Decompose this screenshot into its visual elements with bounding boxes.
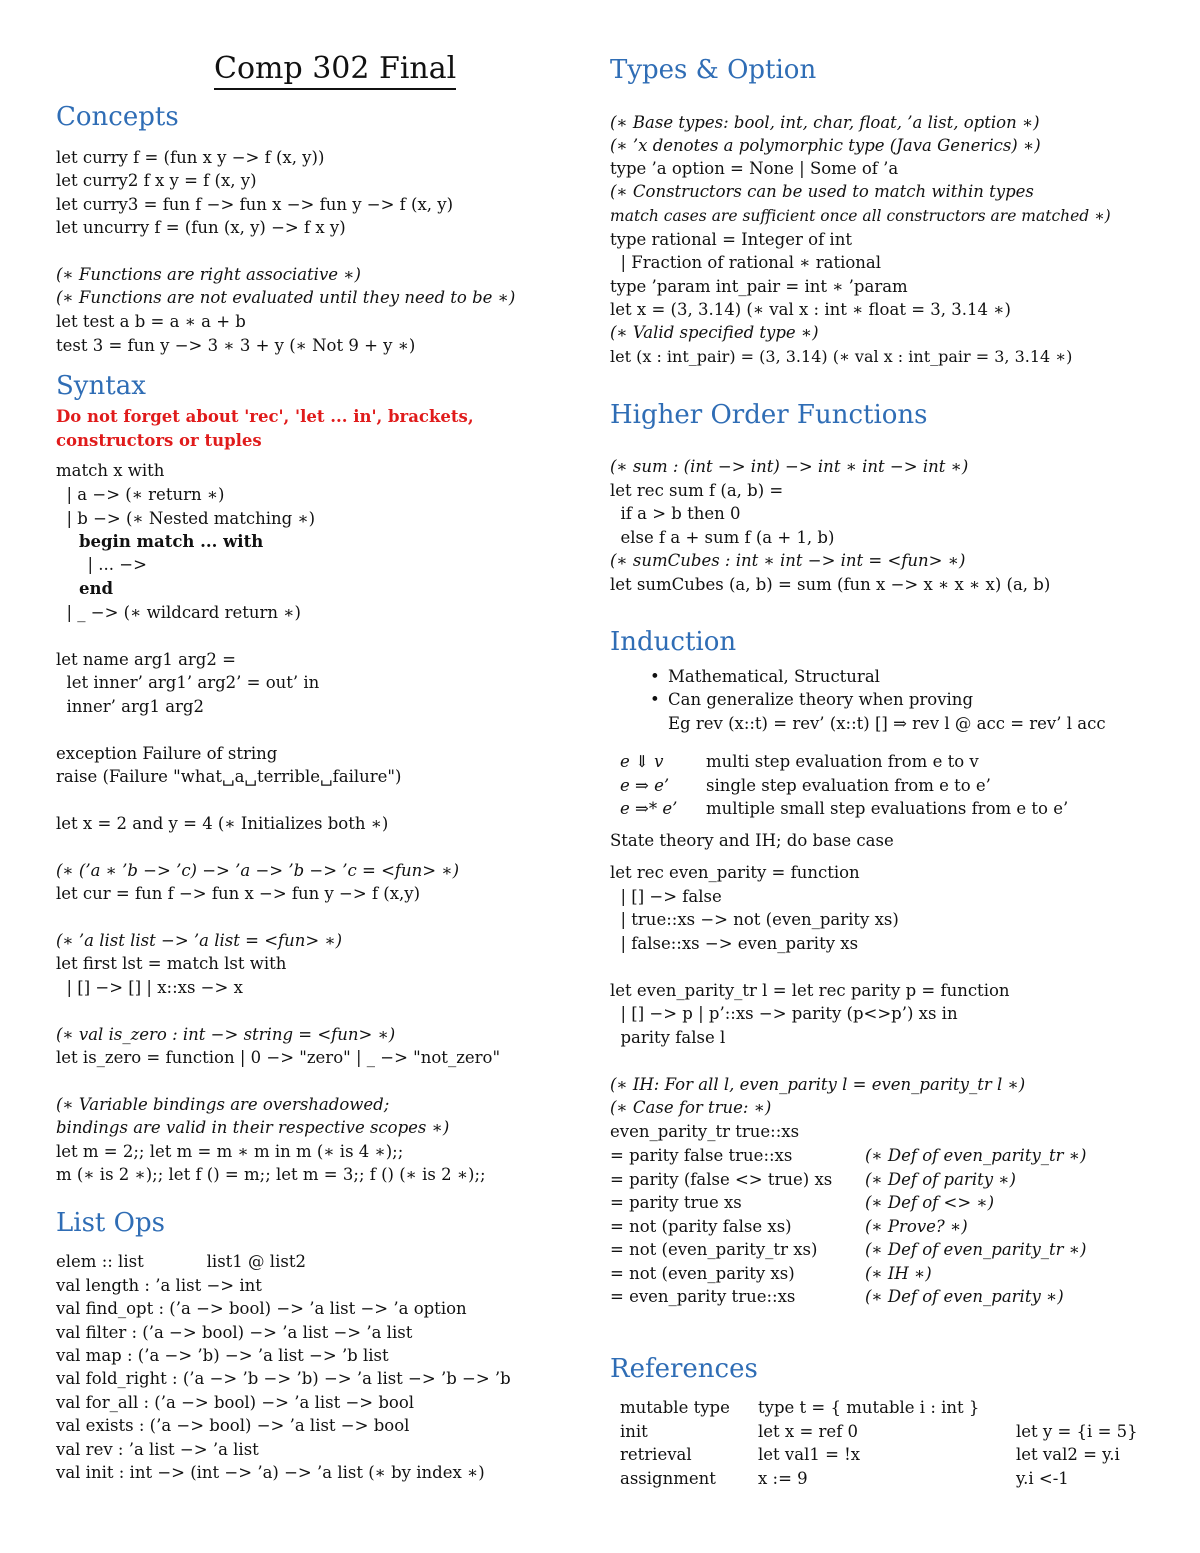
proof-note: (∗ Def of <> ∗)	[865, 1193, 995, 1212]
code-line: exception Failure of string	[56, 744, 278, 763]
eval-description: single step evaluation from e to e’	[706, 775, 991, 795]
induction-heading: Induction	[610, 627, 737, 657]
ref-code: type t = { mutable i : int }	[758, 1398, 980, 1417]
list-ops-heading: List Ops	[56, 1208, 165, 1238]
proof-step: = parity false true::xs	[610, 1146, 793, 1165]
code-line: val for_all : (’a −> bool) −> ’a list −> bool	[56, 1393, 415, 1412]
ref-label: assignment	[620, 1468, 716, 1488]
code-line: let sumCubes (a, b) = sum (fun x −> x ∗ x ∗ x) (a, b)	[610, 575, 1051, 594]
table-row	[620, 774, 1068, 798]
code-line: | [] −> [] | x::xs −> x	[56, 978, 243, 997]
code-line: val find_opt : (’a −> bool) −> ’a list −> ’a option	[56, 1299, 467, 1318]
comment-line: (∗ Functions are not evaluated until they need to be ∗)	[56, 288, 516, 307]
eval-description: multi step evaluation from e to v	[706, 752, 979, 771]
syntax-warning: Do not forget about 'rec', 'let ... in', brackets,	[56, 407, 474, 426]
comment-line: (∗ Valid specified type ∗)	[610, 323, 819, 342]
code-line: let curry2 f x y = f (x, y)	[56, 171, 257, 190]
comment-line: (∗ Case for true: ∗)	[610, 1098, 772, 1117]
table-row	[620, 1396, 1138, 1420]
bullet-continuation: Eg rev (x::t) = rev’ (x::t) [] ⇒ rev l @ acc = rev’ l acc	[668, 714, 1106, 733]
proof-note: (∗ Def of even_parity ∗)	[865, 1287, 1064, 1306]
proof-step: = not (even_parity xs)	[610, 1263, 795, 1283]
code-line: let curry f = (fun x y −> f (x, y))	[56, 148, 325, 167]
comment-line: (∗ IH: For all l, even_parity l = even_parity_tr l ∗)	[610, 1075, 1026, 1094]
proof-step: = not (parity false xs)	[610, 1216, 792, 1236]
proof-step: = not (even_parity_tr xs)	[610, 1240, 818, 1259]
comment-line: (∗ ’a list list −> ’a list = <fun> ∗)	[56, 931, 343, 950]
code-line: let x = 2 and y = 4 (∗ Initializes both ∗)	[56, 814, 389, 833]
proof-table	[610, 1144, 1086, 1309]
concepts-heading: Concepts	[56, 102, 179, 132]
table-row	[620, 797, 1068, 821]
code-line: elem :: list list1 @ list2	[56, 1252, 306, 1271]
code-line: let name arg1 arg2 =	[56, 650, 236, 669]
code-line: | b −> (∗ Nested matching ∗)	[56, 509, 316, 528]
page-title: Comp 302 Final	[214, 50, 456, 90]
code-line: | ... −>	[56, 555, 147, 574]
code-line: inner’ arg1 arg2	[56, 697, 204, 716]
code-line: | [] −> p | p’::xs −> parity (p<>p’) xs in	[610, 1004, 958, 1023]
comment-line: (∗ Base types: bool, int, char, float, ’a list, option ∗)	[610, 113, 1040, 132]
code-line: val rev : ’a list −> ’a list	[56, 1440, 259, 1459]
code-line: let rec sum f (a, b) =	[610, 481, 784, 500]
code-line: match x with	[56, 461, 165, 480]
code-line: let rec even_parity = function	[610, 863, 860, 882]
code-line: raise (Failure "what␣a␣terrible␣failure")	[56, 767, 402, 786]
code-line: val fold_right : (’a −> ’b −> ’b) −> ’a list −> ’b −> ’b	[56, 1369, 511, 1388]
comment-line: (∗ Variable bindings are overshadowed;	[56, 1095, 390, 1114]
ref-label: mutable type	[620, 1398, 730, 1417]
code-line: val filter : (’a −> bool) −> ’a list −> ’a list	[56, 1323, 413, 1342]
code-line: even_parity_tr true::xs	[610, 1122, 800, 1141]
comment-line: (∗ Constructors can be used to match within types	[610, 182, 1034, 201]
code-line: m (∗ is 2 ∗);; let f () = m;; let m = 3;; f () (∗ is 2 ∗);;	[56, 1165, 486, 1184]
table-row	[620, 1443, 1138, 1467]
proof-note: (∗ Prove? ∗)	[865, 1216, 968, 1236]
code-line: type rational = Integer of int	[610, 230, 852, 249]
code-line: test 3 = fun y −> 3 ∗ 3 + y (∗ Not 9 + y ∗)	[56, 336, 416, 355]
proof-step: = even_parity true::xs	[610, 1287, 796, 1306]
comment-line: (∗ val is_zero : int −> string = <fun> ∗)	[56, 1025, 396, 1044]
code-line: | a −> (∗ return ∗)	[56, 485, 225, 504]
code-line: let (x : int_pair) = (3, 3.14) (∗ val x : int_pair = 3, 3.14 ∗)	[610, 347, 1073, 366]
references-table	[620, 1396, 1138, 1490]
comment-line: bindings are valid in their respective scopes ∗)	[56, 1118, 450, 1137]
code-line: let inner’ arg1’ arg2’ = out’ in	[56, 673, 320, 692]
eval-symbol: e ⇒ e’	[620, 775, 670, 795]
code-line: if a > b then 0	[610, 504, 741, 523]
code-line: let m = 2;; let m = m ∗ m in m (∗ is 4 ∗);;	[56, 1142, 404, 1161]
code-line: end	[56, 579, 114, 598]
table-row	[610, 1262, 1086, 1286]
ref-code: x := 9	[758, 1468, 808, 1488]
ref-code: let val1 = !x	[758, 1445, 861, 1464]
comment-line: (∗ ’x denotes a polymorphic type (Java Generics) ∗)	[610, 136, 1041, 155]
code-line: let curry3 = fun f −> fun x −> fun y −> f (x, y)	[56, 195, 454, 214]
code-line: let uncurry f = (fun (x, y) −> f x y)	[56, 218, 346, 237]
types-option-heading: Types & Option	[610, 55, 817, 85]
proof-note: (∗ Def of even_parity_tr ∗)	[865, 1146, 1087, 1165]
syntax-heading: Syntax	[56, 371, 146, 401]
code-line: else f a + sum f (a + 1, b)	[610, 528, 835, 547]
proof-step: = parity true xs	[610, 1193, 742, 1212]
table-row	[610, 1144, 1086, 1168]
comment-line: (∗ sumCubes : int ∗ int −> int = <fun> ∗)	[610, 551, 966, 570]
code-line: | Fraction of rational ∗ rational	[610, 253, 882, 272]
proof-note: (∗ IH ∗)	[865, 1263, 932, 1283]
table-row	[610, 1168, 1086, 1192]
evaluation-table	[620, 750, 1068, 821]
table-row	[610, 1215, 1086, 1239]
ref-code: let y = {i = 5}	[1016, 1421, 1138, 1441]
code-line: let even_parity_tr l = let rec parity p = function	[610, 981, 1010, 1000]
proof-step: = parity (false <> true) xs	[610, 1169, 833, 1189]
syntax-warning: constructors or tuples	[56, 431, 262, 450]
code-line: let test a b = a ∗ a + b	[56, 312, 246, 331]
code-line: | [] −> false	[610, 887, 722, 906]
code-line: | _ −> (∗ wildcard return ∗)	[56, 603, 301, 622]
table-row	[610, 1238, 1086, 1262]
references-heading: References	[610, 1354, 758, 1384]
proof-note: (∗ Def of parity ∗)	[865, 1169, 1016, 1189]
comment-line: (∗ Functions are right associative ∗)	[56, 265, 361, 284]
table-row	[620, 1467, 1138, 1491]
ref-code	[1016, 1396, 1138, 1420]
ref-code: y.i <-1	[1016, 1468, 1069, 1488]
code-line: let cur = fun f −> fun x −> fun y −> f (x,y)	[56, 884, 421, 903]
code-line: val map : (’a −> ’b) −> ’a list −> ’b list	[56, 1346, 389, 1365]
table-row	[620, 1420, 1138, 1444]
state-theory-text: State theory and IH; do base case	[610, 831, 894, 850]
comment-line: (∗ (’a ∗ ’b −> ’c) −> ’a −> ’b −> ’c = <fun> ∗)	[56, 861, 460, 880]
code-line: let is_zero = function | 0 −> "zero" | _ −> "not_zero"	[56, 1048, 501, 1067]
table-row	[610, 1191, 1086, 1215]
code-line: | true::xs −> not (even_parity xs)	[610, 910, 899, 929]
table-row	[620, 750, 1068, 774]
code-line: parity false l	[610, 1028, 726, 1047]
ref-code: let val2 = y.i	[1016, 1445, 1120, 1464]
code-line: val init : int −> (int −> ’a) −> ’a list (∗ by index ∗)	[56, 1463, 485, 1482]
bullet-item: • Mathematical, Structural	[668, 666, 880, 688]
ref-code: let x = ref 0	[758, 1421, 859, 1441]
comment-line: (∗ sum : (int −> int) −> int ∗ int −> int ∗)	[610, 457, 969, 476]
bullet-item: • Can generalize theory when proving	[668, 689, 973, 711]
code-line: let x = (3, 3.14) (∗ val x : int ∗ float = 3, 3.14 ∗)	[610, 300, 1011, 319]
eval-symbol: e ⇓ v	[620, 752, 664, 771]
code-line: val length : ’a list −> int	[56, 1276, 262, 1295]
proof-note: (∗ Def of even_parity_tr ∗)	[865, 1240, 1087, 1259]
code-line: val exists : (’a −> bool) −> ’a list −> bool	[56, 1416, 410, 1435]
ref-label: init	[620, 1421, 648, 1441]
table-row	[610, 1285, 1086, 1309]
code-line: type ’a option = None | Some of ’a	[610, 159, 899, 178]
code-line: | false::xs −> even_parity xs	[610, 934, 859, 953]
eval-symbol: e ⇒* e’	[620, 799, 678, 818]
hof-heading: Higher Order Functions	[610, 400, 928, 430]
code-line: begin match ... with	[56, 532, 264, 551]
ref-label: retrieval	[620, 1445, 692, 1464]
eval-description: multiple small step evaluations from e to e’	[706, 799, 1069, 818]
code-line: let first lst = match lst with	[56, 954, 287, 973]
comment-line: match cases are sufficient once all constructors are matched ∗)	[610, 207, 1111, 225]
code-line: type ’param int_pair = int ∗ ’param	[610, 277, 908, 296]
